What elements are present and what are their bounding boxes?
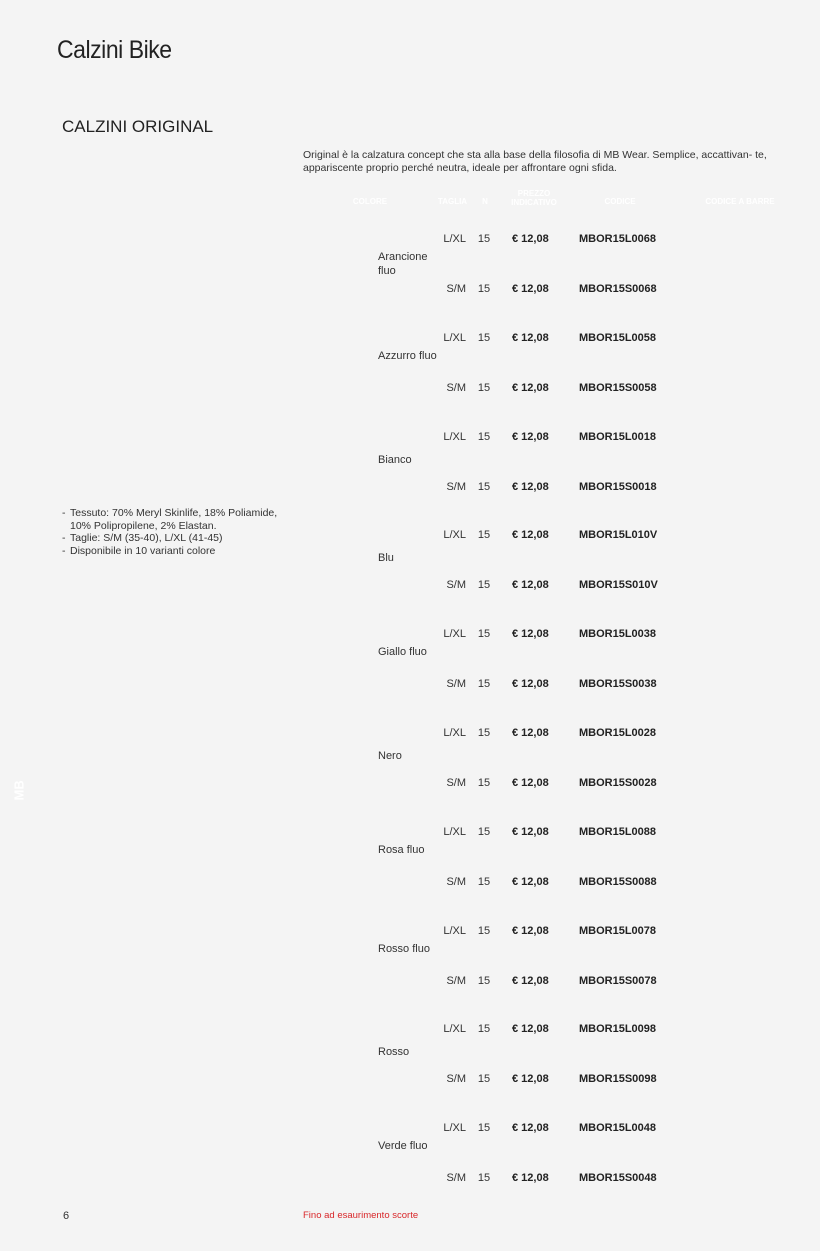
price-cell: € 12,08	[512, 924, 549, 937]
code-cell: MBOR15S0028	[579, 777, 657, 789]
size-cell: L/XL	[443, 825, 466, 838]
size-cell: S/M	[446, 678, 466, 691]
color-group	[300, 526, 815, 625]
quantity-cell: 15	[477, 974, 491, 987]
size-cell: L/XL	[443, 233, 466, 245]
quantity-cell: 15	[477, 875, 491, 888]
table-row	[300, 283, 815, 299]
footnote: Fino ad esaurimento scorte	[303, 1210, 419, 1221]
quantity-cell: 15	[477, 480, 491, 493]
table-row	[300, 678, 815, 694]
table-row	[300, 332, 815, 348]
color-group	[300, 724, 815, 823]
size-cell: L/XL	[443, 628, 466, 641]
code-cell: MBOR15L0068	[579, 233, 657, 245]
size-cell: L/XL	[443, 331, 466, 344]
table-row	[300, 975, 815, 991]
color-group	[300, 823, 815, 922]
code-cell: MBOR15L0048	[579, 1122, 657, 1135]
color-group	[300, 625, 815, 724]
table-row	[300, 579, 815, 595]
header-colore: COLORE	[352, 197, 388, 206]
color-name: Giallo fluo	[378, 646, 427, 659]
color-name: Bianco	[378, 453, 412, 466]
quantity-cell: 15	[477, 430, 491, 443]
quantity-cell: 15	[477, 777, 491, 789]
code-cell: MBOR15L010V	[579, 529, 658, 542]
color-name: Arancione fluo	[378, 251, 428, 277]
header-n: N	[482, 197, 488, 206]
price-cell: € 12,08	[512, 974, 549, 987]
table-header	[300, 189, 815, 215]
table-row	[300, 727, 815, 743]
price-cell: € 12,08	[512, 678, 549, 691]
price-cell: € 12,08	[512, 283, 549, 295]
code-cell: MBOR15S0058	[579, 381, 657, 394]
code-cell: MBOR15L0088	[579, 825, 657, 838]
table-row	[300, 431, 815, 447]
price-cell: € 12,08	[512, 579, 549, 592]
quantity-cell: 15	[477, 1122, 491, 1135]
table-row	[300, 481, 815, 497]
table-row	[300, 826, 815, 842]
color-name: Verde fluo	[378, 1140, 428, 1153]
feature-item: - Tessuto: 70% Meryl Skinlife, 18% Poliamide, 10% Polipropilene, 2% Elastan.	[62, 507, 278, 532]
color-group	[300, 1119, 815, 1218]
table-row	[300, 1122, 815, 1138]
code-cell: MBOR15S0098	[579, 1073, 657, 1086]
color-name: Azzurro fluo	[378, 349, 437, 362]
header-codice: CODICE	[604, 197, 636, 206]
code-cell: MBOR15S0048	[579, 1172, 657, 1185]
code-cell: MBOR15S0038	[579, 678, 657, 691]
price-cell: € 12,08	[512, 331, 549, 344]
table-row	[300, 777, 815, 793]
size-cell: S/M	[446, 1073, 466, 1086]
code-cell: MBOR15L0028	[579, 727, 657, 739]
table-row	[300, 1172, 815, 1188]
size-cell: L/XL	[443, 529, 466, 542]
table-row	[300, 925, 815, 941]
size-cell: S/M	[446, 283, 466, 295]
quantity-cell: 15	[477, 678, 491, 691]
price-cell: € 12,08	[512, 233, 549, 245]
table-row	[300, 1023, 815, 1039]
feature-item: - Disponibile in 10 varianti colore	[62, 544, 216, 557]
color-group	[300, 922, 815, 1021]
color-name: Rosso	[378, 1046, 410, 1059]
price-cell: € 12,08	[512, 480, 549, 493]
quantity-cell: 15	[477, 727, 491, 739]
quantity-cell: 15	[477, 825, 491, 838]
size-cell: S/M	[446, 777, 466, 789]
code-cell: MBOR15L0018	[579, 430, 657, 443]
color-name: Blu	[378, 552, 394, 565]
table-row	[300, 233, 815, 249]
size-cell: S/M	[446, 381, 466, 394]
table-row	[300, 1073, 815, 1089]
size-cell: L/XL	[443, 727, 466, 739]
table-row	[300, 876, 815, 892]
side-label: MB	[11, 780, 27, 801]
size-cell: L/XL	[443, 1122, 466, 1135]
quantity-cell: 15	[477, 331, 491, 344]
quantity-cell: 15	[477, 1073, 491, 1086]
header-prezzo: PREZZO INDICATIVO	[511, 189, 557, 207]
section-title: CALZINI ORIGINAL	[62, 117, 214, 136]
page-number: 6	[63, 1210, 70, 1222]
quantity-cell: 15	[477, 1023, 491, 1036]
table-row	[300, 382, 815, 398]
quantity-cell: 15	[477, 1172, 491, 1185]
color-group	[300, 230, 815, 329]
price-cell: € 12,08	[512, 1172, 549, 1185]
code-cell: MBOR15L0038	[579, 628, 657, 641]
color-name: Nero	[378, 750, 402, 762]
code-cell: MBOR15S0088	[579, 875, 657, 888]
size-cell: S/M	[446, 480, 466, 493]
code-cell: MBOR15S010V	[579, 579, 658, 592]
size-cell: L/XL	[443, 1023, 466, 1036]
color-group	[300, 329, 815, 428]
price-cell: € 12,08	[512, 1122, 549, 1135]
price-cell: € 12,08	[512, 381, 549, 394]
code-cell: MBOR15L0078	[579, 924, 657, 937]
color-name: Rosa fluo	[378, 843, 425, 856]
feature-list	[62, 507, 282, 557]
color-group	[300, 428, 815, 527]
price-cell: € 12,08	[512, 875, 549, 888]
quantity-cell: 15	[477, 381, 491, 394]
table-row	[300, 628, 815, 644]
size-cell: S/M	[446, 974, 466, 987]
size-cell: L/XL	[443, 924, 466, 937]
size-cell: S/M	[446, 1172, 466, 1185]
code-cell: MBOR15S0068	[579, 283, 657, 295]
price-cell: € 12,08	[512, 430, 549, 443]
price-cell: € 12,08	[512, 825, 549, 838]
price-cell: € 12,08	[512, 1073, 549, 1086]
color-name: Rosso fluo	[378, 942, 430, 955]
quantity-cell: 15	[477, 628, 491, 641]
size-cell: L/XL	[443, 430, 466, 443]
code-cell: MBOR15S0018	[579, 480, 657, 493]
code-cell: MBOR15L0098	[579, 1023, 657, 1036]
quantity-cell: 15	[477, 579, 491, 592]
price-cell: € 12,08	[512, 777, 549, 789]
intro-text: Original è la calzatura concept che sta alla base della filosofia di MB Wear. Semplice, accattivan- te, appariscente proprio perché neutra, ideale per affrontare ogni sfida.	[303, 149, 767, 174]
size-cell: S/M	[446, 875, 466, 888]
quantity-cell: 15	[477, 924, 491, 937]
size-cell: S/M	[446, 579, 466, 592]
price-cell: € 12,08	[512, 529, 549, 542]
price-cell: € 12,08	[512, 727, 549, 739]
page-title: Calzini Bike	[57, 36, 172, 64]
color-group	[300, 1020, 815, 1119]
header-taglia: TAGLIA	[437, 197, 468, 206]
code-cell: MBOR15L0058	[579, 331, 657, 344]
quantity-cell: 15	[477, 233, 491, 245]
price-cell: € 12,08	[512, 628, 549, 641]
price-cell: € 12,08	[512, 1023, 549, 1036]
quantity-cell: 15	[477, 283, 491, 295]
code-cell: MBOR15S0078	[579, 974, 657, 987]
table-row	[300, 529, 815, 545]
feature-item: - Taglie: S/M (35-40), L/XL (41-45)	[62, 532, 223, 544]
header-codice-barre: CODICE A BARRE	[705, 197, 775, 206]
quantity-cell: 15	[477, 529, 491, 542]
